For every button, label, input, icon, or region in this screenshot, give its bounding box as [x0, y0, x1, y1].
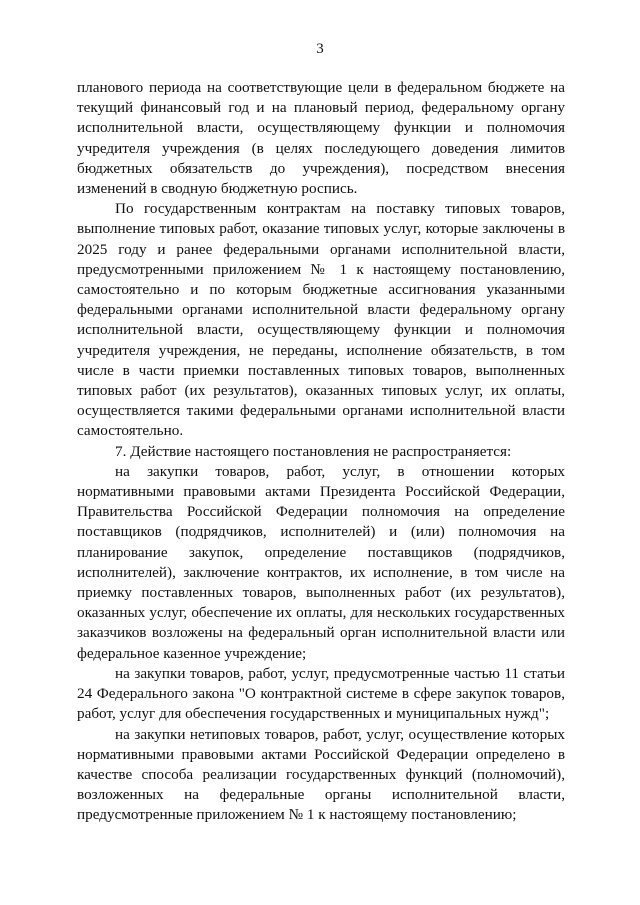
- document-body: [77, 78, 565, 826]
- page-number: 3: [316, 41, 324, 57]
- paragraph-exception-1: на закупки товаров, работ, услуг, в отношении которых нормативными правовыми актами Президента Российской Федерации, Правительства Российской Федерации полномочия на определение поставщиков (подрядчиков, исполнителей) и (или) полномочия на планирование закупок, определение поставщиков (подрядчиков, исполнителей), заключение контрактов, их исполнение, в том числе на приемку поставленных товаров, выполненных работ (их результатов), оказанных услуг, обеспечение их оплаты, для нескольких государственных заказчиков возложены на федеральный орган исполнительной власти или федеральное казенное учреждение;: [77, 462, 565, 662]
- paragraph-contracts: По государственным контрактам на поставку типовых товаров, выполнение типовых работ, оказание типовых услуг, которые заключены в 2025 году и ранее федеральными органами исполнительной власти, предусмотренными приложением № 1 к настоящему постановлению, самостоятельно и по которым бюджетные ассигнования указанными федеральными органами исполнительной власти федеральному органу исполнительной власти, осуществляющему функции и полномочия учредителя учреждения, не переданы, исполнение обязательств, в том числе в части приемки поставленных типовых товаров, выполненных типовых работ (их результатов), оказанных типовых услуг, их оплаты, осуществляется такими федеральными органами исполнительной власти самостоятельно.: [77, 200, 565, 440]
- paragraph-exception-2: на закупки товаров, работ, услуг, предусмотренные частью 11 статьи 24 Федерального закона "О контрактной системе в сфере закупок товаров, работ, услуг для обеспечения государственных и муниципальных нужд";: [77, 664, 565, 723]
- paragraph-clause-7: 7. Действие настоящего постановления не распространяется:: [115, 442, 512, 460]
- paragraph-continuation: планового периода на соответствующие цели в федеральном бюджете на текущий финансовый год и на плановый период, федеральному органу исполнительной власти, осуществляющему функции и полномочия учредителя учреждения (в целях последующего доведения лимитов бюджетных обязательств до учреждения), посредством внесения изменений в сводную бюджетную роспись.: [77, 79, 565, 198]
- paragraph-exception-3: на закупки нетиповых товаров, работ, услуг, осуществление которых нормативными правовыми актами Российской Федерации определено в качестве способа реализации государственных функций (полномочий), возложенных на федеральные органы исполнительной власти, предусмотренные приложением № 1 к настоящему постановлению;: [77, 725, 565, 824]
